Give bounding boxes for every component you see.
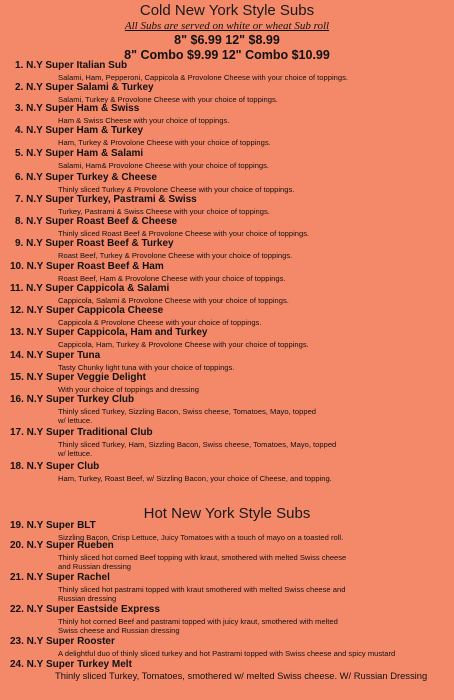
item-name: 19. N.Y Super BLT — [10, 520, 96, 531]
item-description: Ham, Turkey, Roast Beef, w/ Sizzling Bacon, your choice of Cheese, and topping. — [58, 474, 332, 483]
item-name: 11. N.Y Super Cappicola & Salami — [10, 283, 170, 294]
item-description: Cappicola, Salami & Provolone Cheese with your choice of toppings. — [58, 296, 289, 305]
item-description: Thinly sliced hot corned Beef topping with kraut, smothered with melted Swiss cheese — [58, 553, 347, 562]
item-description: Ham, Turkey & Provolone Cheese with your choice of toppings. — [58, 138, 271, 147]
item-description: A delightful duo of thinly sliced turkey and hot Pastrami topped with Swiss cheese and spicy mustard — [58, 649, 396, 658]
item-description: Cappicola & Provolone Cheese with your choice of toppings. — [58, 318, 262, 327]
item-description: Salami, Ham& Provolone Cheese with your choice of toppings. — [58, 161, 270, 170]
item-name: 21. N.Y Super Rachel — [10, 572, 110, 583]
item-description: Ham & Swiss Cheese with your choice of toppings. — [58, 116, 230, 125]
item-name: 18. N.Y Super Club — [10, 461, 100, 472]
bread-note: All Subs are served on white or wheat Sub roll — [124, 20, 330, 32]
item-name: 17. N.Y Super Traditional Club — [10, 427, 153, 438]
item-description: Thinly sliced hot pastrami topped with kraut smothered with melted Swiss cheese and — [58, 585, 346, 594]
item-name: 20. N.Y Super Rueben — [10, 540, 114, 551]
item-description-cont: w/ lettuce. — [58, 449, 93, 458]
item-description: Roast Beef, Ham & Provolone Cheese with your choice of toppings. — [58, 274, 286, 283]
item-description-cont: w/ lettuce. — [58, 416, 93, 425]
item-description: Sizzling Bacon, Crisp Lettuce, Juicy Tomatoes with a touch of mayo on a toasted roll. — [58, 533, 344, 542]
price-line-1: 8" $6.99 12" $8.99 — [174, 33, 280, 47]
item-name: 9. N.Y Super Roast Beef & Turkey — [15, 238, 174, 249]
item-name: 4. N.Y Super Ham & Turkey — [15, 125, 144, 136]
item-description-cont: Russian dressing — [58, 594, 117, 603]
item-description: Cappicola, Ham, Turkey & Provolone Cheese with your choice of toppings. — [58, 340, 309, 349]
item-description: Thinly sliced Roast Beef & Provolone Cheese with your choice of toppings. — [58, 229, 310, 238]
item-description: Thinly sliced Turkey, Ham, Sizzling Bacon, Swiss cheese, Tomatoes, Mayo, topped — [58, 440, 337, 449]
item-description: Tasty Chunky light tuna with your choice of toppings. — [58, 363, 235, 372]
item-name: 7. N.Y Super Turkey, Pastrami & Swiss — [15, 194, 197, 205]
item-description: Thinly hot corned Beef and pastrami topped with juicy kraut, smothered with melted — [58, 617, 338, 626]
item-description: Thinly sliced Turkey, Sizzling Bacon, Swiss cheese, Tomatoes, Mayo, topped — [58, 407, 317, 416]
item-name: 14. N.Y Super Tuna — [10, 350, 101, 361]
item-description-cont: Swiss cheese and Russian dressing — [58, 626, 180, 635]
item-name: 24. N.Y Super Turkey Melt — [10, 659, 132, 670]
item-name: 16. N.Y Super Turkey Club — [10, 394, 135, 405]
item-description: Turkey, Pastrami & Swiss Cheese with your choice of toppings. — [58, 207, 270, 216]
item-description: Salami, Ham, Pepperoni, Cappicola & Provolone Cheese with your choice of toppings. — [58, 73, 348, 82]
item-description: Thinly sliced Turkey & Provolone Cheese with your choice of toppings. — [58, 185, 295, 194]
price-line-2: 8" Combo $9.99 12" Combo $10.99 — [124, 48, 330, 62]
item-name: 23. N.Y Super Rooster — [10, 636, 115, 647]
item-description: With your choice of toppings and dressing — [58, 385, 199, 394]
item-name: 10. N.Y Super Roast Beef & Ham — [10, 261, 164, 272]
cold-subs-title: Cold New York Style Subs — [139, 2, 315, 19]
hot-subs-title: Hot New York Style Subs — [143, 505, 311, 522]
item-name: 15. N.Y Super Veggie Delight — [10, 372, 146, 383]
item-name: 22. N.Y Super Eastside Express — [10, 604, 160, 615]
item-name: 2. N.Y Super Salami & Turkey — [15, 82, 154, 93]
item-name: 1. N.Y Super Italian Sub — [15, 60, 128, 71]
item-description: Roast Beef, Turkey & Provolone Cheese with your choice of toppings. — [58, 251, 293, 260]
item-description: Thinly sliced Turkey, Tomatoes, smothered w/ melted Swiss cheese. W/ Russian Dressing — [55, 670, 428, 681]
item-name: 8. N.Y Super Roast Beef & Cheese — [15, 216, 178, 227]
item-description: Salami, Turkey & Provolone Cheese with your choice of toppings. — [58, 95, 278, 104]
item-description-cont: and Russian dressing — [58, 562, 132, 571]
item-name: 5. N.Y Super Ham & Salami — [15, 148, 144, 159]
item-name: 13. N.Y Super Cappicola, Ham and Turkey — [10, 327, 208, 338]
item-name: 6. N.Y Super Turkey & Cheese — [15, 172, 157, 183]
item-name: 12. N.Y Super Cappicola Cheese — [10, 305, 164, 316]
item-name: 3. N.Y Super Ham & Swiss — [15, 103, 140, 114]
